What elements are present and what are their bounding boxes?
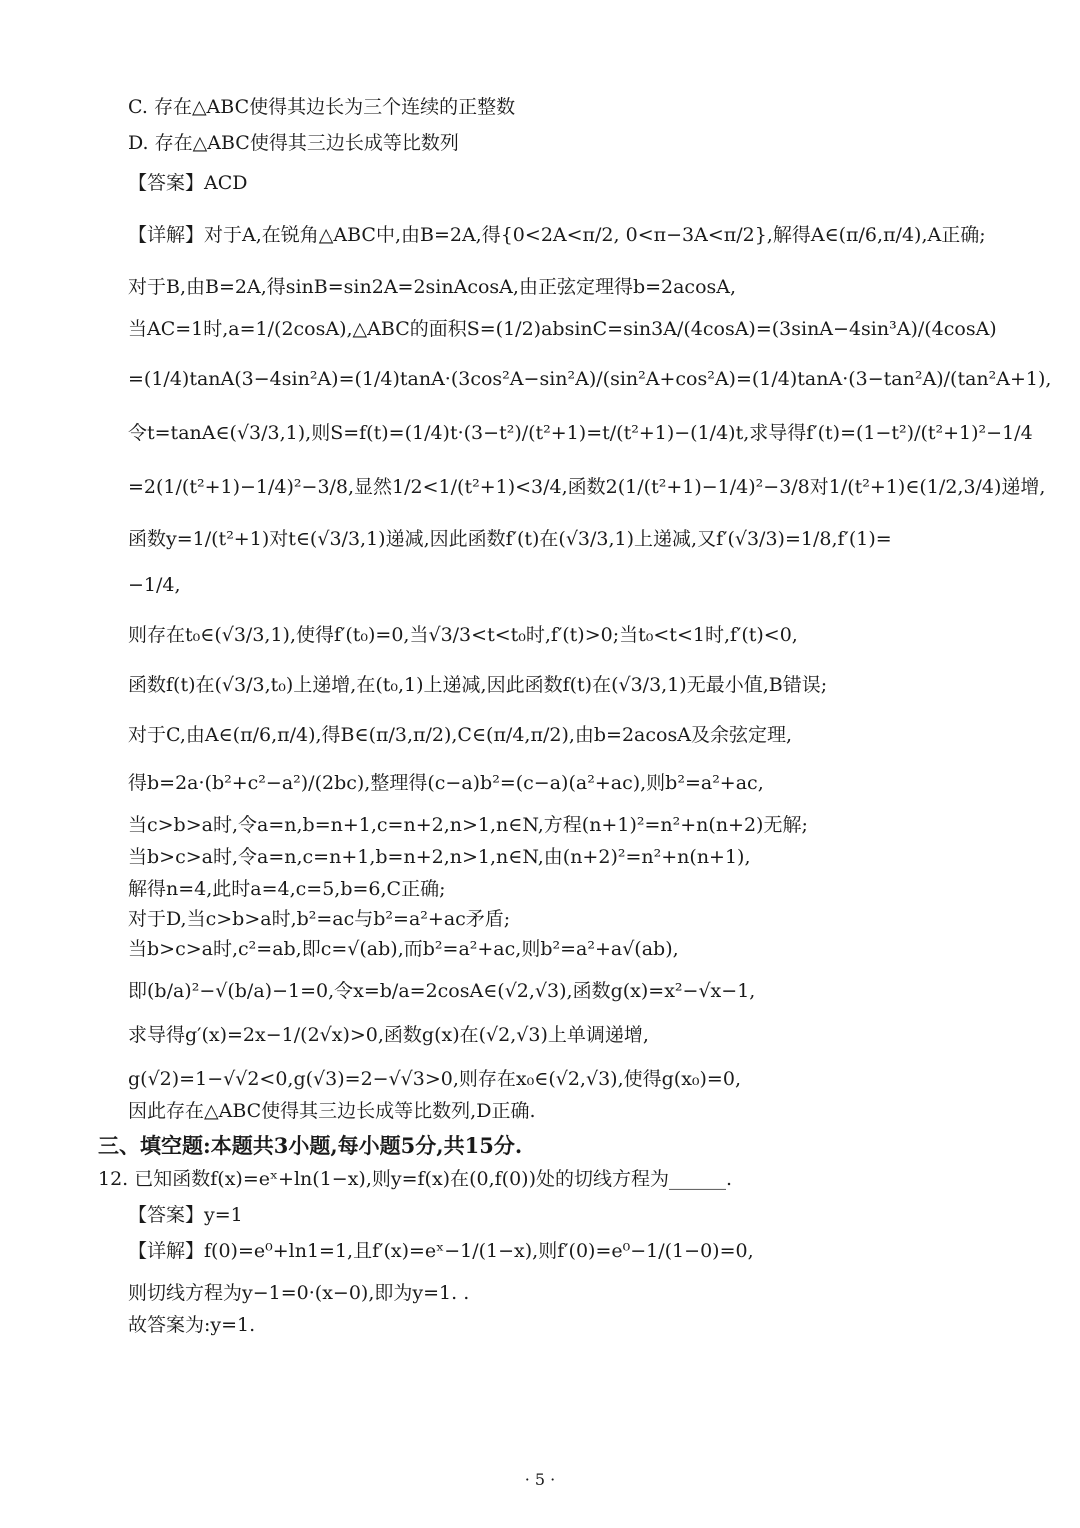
solution-line: 【详解】对于A,在锐角△ABC中,由B=2A,得{0<2A<π/2, 0<π−3A<π/2},解得A∈(π/6,π/4),A正确; — [128, 224, 986, 246]
solution-line: 对于B,由B=2A,得sinB=sin2A=2sinAcosA,由正弦定理得b=2acosA, — [128, 276, 737, 298]
solution-line: =2(1/(t²+1)−1/4)²−3/8,显然1/2<1/(t²+1)<3/4,函数2(1/(t²+1)−1/4)²−3/8对1/(t²+1)∈(1/2,3/4)递增, — [128, 476, 1046, 498]
solution-line: 当c>b>a时,令a=n,b=n+1,c=n+2,n>1,n∈N,方程(n+1)²=n²+n(n+2)无解; — [128, 814, 808, 836]
option-d: D. 存在△ABC使得其三边长成等比数列 — [128, 132, 459, 154]
solution-line: 当AC=1时,a=1/(2cosA),△ABC的面积S=(1/2)absinC=sin3A/(4cosA)=(3sinA−4sin³A)/(4cosA) — [128, 318, 997, 340]
solution-line: 函数y=1/(t²+1)对t∈(√3/3,1)递减,因此函数f′(t)在(√3/3,1)上递减,又f′(√3/3)=1/8,f′(1)= — [128, 528, 892, 550]
solution-line: 当b>c>a时,令a=n,c=n+1,b=n+2,n>1,n∈N,由(n+2)²=n²+n(n+1), — [128, 846, 751, 868]
solution-line: 则存在t₀∈(√3/3,1),使得f′(t₀)=0,当√3/3<t<t₀时,f′(t)>0;当t₀<t<1时,f′(t)<0, — [128, 624, 798, 646]
answer-label: 【答案】y=1 — [128, 1204, 243, 1226]
question-12: 12. 已知函数f(x)=eˣ+ln(1−x),则y=f(x)在(0,f(0))处的切线方程为______. — [98, 1168, 733, 1190]
page-number: · 5 · — [524, 1470, 556, 1489]
solution-line: 因此存在△ABC使得其三边长成等比数列,D正确. — [128, 1100, 536, 1122]
solution-line: g(√2)=1−√√2<0,g(√3)=2−√√3>0,则存在x₀∈(√2,√3),使得g(x₀)=0, — [128, 1068, 741, 1090]
solution-line: 对于D,当c>b>a时,b²=ac与b²=a²+ac矛盾; — [128, 908, 511, 930]
solution-line: 故答案为:y=1. — [128, 1314, 256, 1336]
solution-line: 当b>c>a时,c²=ab,即c=√(ab),而b²=a²+ac,则b²=a²+a√(ab), — [128, 938, 679, 960]
solution-line: 则切线方程为y−1=0·(x−0),即为y=1. . — [128, 1282, 470, 1304]
solution-line: 对于C,由A∈(π/6,π/4),得B∈(π/3,π/2),C∈(π/4,π/2),由b=2acosA及余弦定理, — [128, 724, 792, 746]
solution-line: 求导得g′(x)=2x−1/(2√x)>0,函数g(x)在(√2,√3)上单调递增, — [128, 1024, 649, 1046]
solution-line: 即(b/a)²−√(b/a)−1=0,令x=b/a=2cosA∈(√2,√3),函数g(x)=x²−√x−1, — [128, 980, 756, 1002]
solution-line: 解得n=4,此时a=4,c=5,b=6,C正确; — [128, 878, 446, 900]
section-title: 三、填空题:本题共3小题,每小题5分,共15分. — [98, 1133, 523, 1158]
answer-label: 【答案】ACD — [128, 172, 248, 194]
solution-line: 得b=2a·(b²+c²−a²)/(2bc),整理得(c−a)b²=(c−a)(a²+ac),则b²=a²+ac, — [128, 772, 764, 794]
solution-line: −1/4, — [128, 574, 181, 596]
option-c: C. 存在△ABC使得其边长为三个连续的正整数 — [128, 96, 516, 118]
solution-line: 【详解】f(0)=e⁰+ln1=1,且f′(x)=eˣ−1/(1−x),则f′(0)=e⁰−1/(1−0)=0, — [128, 1240, 754, 1262]
solution-line: 函数f(t)在(√3/3,t₀)上递增,在(t₀,1)上递减,因此函数f(t)在(√3/3,1)无最小值,B错误; — [128, 674, 828, 696]
solution-line: 令t=tanA∈(√3/3,1),则S=f(t)=(1/4)t·(3−t²)/(t²+1)=t/(t²+1)−(1/4)t,求导得f′(t)=(1−t²)/(t²+1)²−1/4 — [128, 422, 1033, 444]
solution-line: =(1/4)tanA(3−4sin²A)=(1/4)tanA·(3cos²A−sin²A)/(sin²A+cos²A)=(1/4)tanA·(3−tan²A)/(tan²A+1), — [128, 368, 1052, 390]
